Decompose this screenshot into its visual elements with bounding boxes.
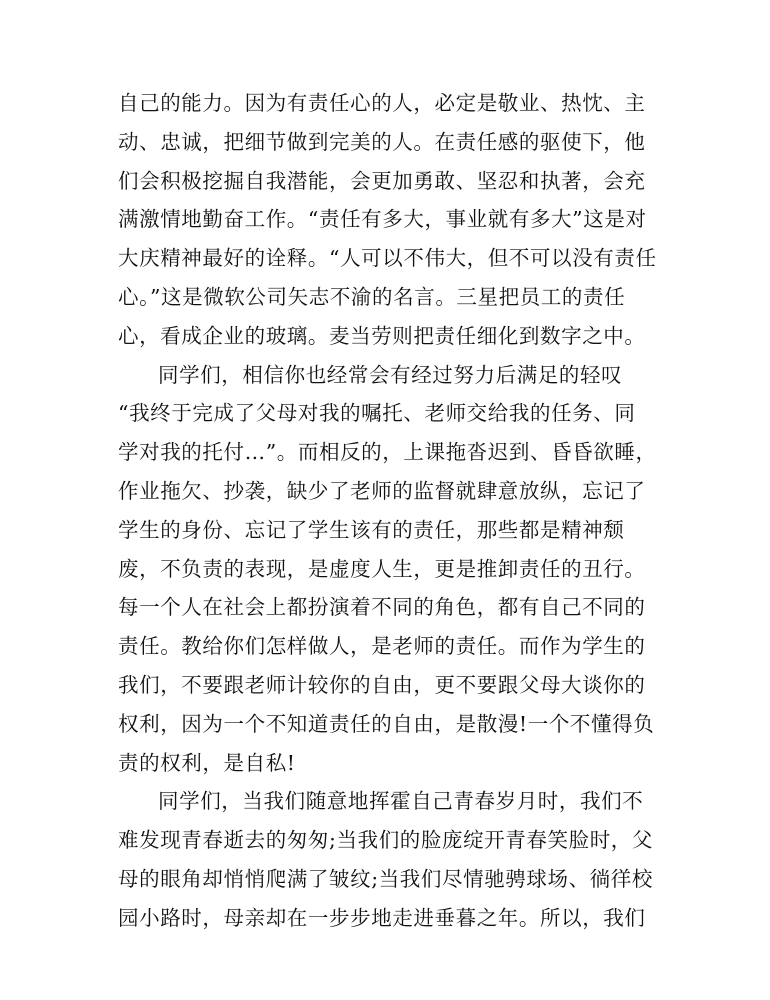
text-line: 责的权利，是自私! xyxy=(118,750,296,775)
text-line: 每一个人在社会上都扮演着不同的角色，都有自己不同的 xyxy=(118,595,646,620)
text-line: 满激情地勤奋工作。“责任有多大，事业就有多大”这是对 xyxy=(118,207,647,232)
text-line: 责任。教给你们怎样做人，是老师的责任。而作为学生的 xyxy=(118,634,646,659)
text-line: 废，不负责的表现，是虚度人生，更是推卸责任的丑行。 xyxy=(118,556,646,581)
paragraph-start-line: 同学们，当我们随意地挥霍自己青春岁月时，我们不 xyxy=(158,789,644,814)
body-text xyxy=(118,84,658,938)
text-line: 动、忠诚，把细节做到完美的人。在责任感的驱使下，他 xyxy=(118,129,646,154)
text-line: 自己的能力。因为有责任心的人，必定是敬业、热忱、主 xyxy=(118,91,646,115)
text-line: “我终于完成了父母对我的嘱托、老师交给我的任务、同 xyxy=(118,401,636,426)
text-line: 心。”这是微软公司矢志不渝的名言。三星把员工的责任 xyxy=(118,284,626,309)
text-line: 心，看成企业的玻璃。麦当劳则把责任细化到数字之中。 xyxy=(118,323,646,348)
text-line: 们会积极挖掘自我潜能，会更加勇敢、坚忍和执著，会充 xyxy=(118,168,646,193)
text-line: 难发现青春逝去的匆匆;当我们的脸庞绽开青春笑脸时，父 xyxy=(118,828,654,853)
text-line: 权利，因为一个不知道责任的自由，是散漫!一个不懂得负 xyxy=(118,711,655,736)
text-line: 我们，不要跟老师计较你的自由，更不要跟父母大谈你的 xyxy=(118,672,646,697)
text-line: 学生的身份、忘记了学生该有的责任，那些都是精神颓 xyxy=(118,517,625,542)
paragraph-start-line: 同学们，相信你也经常会有经过努力后满足的轻叹 xyxy=(158,362,623,387)
text-line: 园小路时，母亲却在一步步地走进垂暮之年。所以，我们 xyxy=(118,905,646,930)
text-line: 学对我的托付…”。而相反的，上课拖沓迟到、昏昏欲睡， xyxy=(118,440,657,465)
text-line: 大庆精神最好的诠释。“人可以不伟大，但不可以没有责任 xyxy=(118,246,657,271)
text-line: 作业拖欠、抄袭，缺少了老师的监督就肆意放纵，忘记了 xyxy=(118,478,646,503)
text-line: 母的眼角却悄悄爬满了皱纹;当我们尽情驰骋球场、徜徉校 xyxy=(118,866,654,891)
